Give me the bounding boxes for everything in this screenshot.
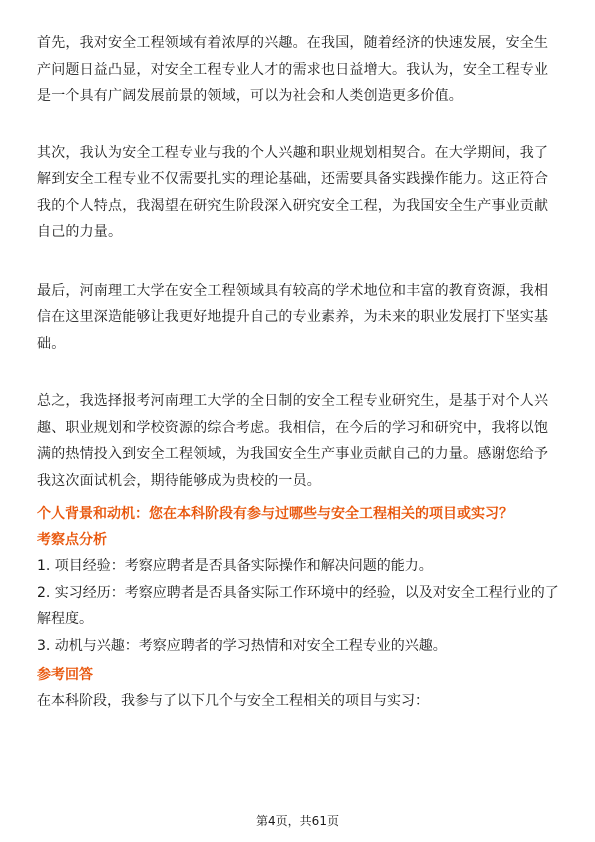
analysis-item-internship: 2. 实习经历：考察应聘者是否具备实际工作环境中的经验，以及对安全工程行业的了解程度。 (37, 584, 559, 627)
paragraph-university: 最后，河南理工大学在安全工程领域具有较高的学术地位和丰富的教育资源，我相信在这里深造能够让我更好地提升自己的专业素养，为未来的职业发展打下坚实基础。 (37, 282, 549, 352)
page-number-footer: 第4页，共61页 (256, 814, 339, 828)
document-body (37, 30, 561, 715)
analysis-heading: 考察点分析 (37, 532, 107, 548)
answer-intro: 在本科阶段，我参与了以下几个与安全工程相关的项目与实习： (37, 693, 429, 709)
paragraph-summary: 总之，我选择报考河南理工大学的全日制的安全工程专业研究生，是基于对个人兴趣、职业规划和学校资源的综合考虑。我相信，在今后的学习和研究中，我将以饱满的热情投入到安全工程领域，为我国安全生产事业贡献自己的力量。感谢您给予我这次面试机会，期待能够成为贵校的一员。 (37, 393, 549, 489)
analysis-item-project: 1. 项目经验：考察应聘者是否具备实际操作和解决问题的能力。 (37, 558, 433, 574)
interview-question: 个人背景和动机：您在本科阶段有参与过哪些与安全工程相关的项目或实习？ (37, 506, 513, 522)
answer-heading: 参考回答 (37, 667, 93, 683)
paragraph-career-fit: 其次，我认为安全工程专业与我的个人兴趣和职业规划相契合。在大学期间，我了解到安全工程专业不仅需要扎实的理论基础，还需要具备实践操作能力。这正符合我的个人特点，我渴望在研究生阶段深入研究安全工程，为我国安全生产事业贡献自己的力量。 (37, 144, 549, 240)
paragraph-interest: 首先，我对安全工程领域有着浓厚的兴趣。在我国，随着经济的快速发展，安全生产问题日益凸显，对安全工程专业人才的需求也日益增大。我认为，安全工程专业是一个具有广阔发展前景的领域，可以为社会和人类创造更多价值。 (37, 35, 549, 104)
analysis-item-motivation: 3. 动机与兴趣：考察应聘者的学习热情和对安全工程专业的兴趣。 (37, 637, 447, 654)
